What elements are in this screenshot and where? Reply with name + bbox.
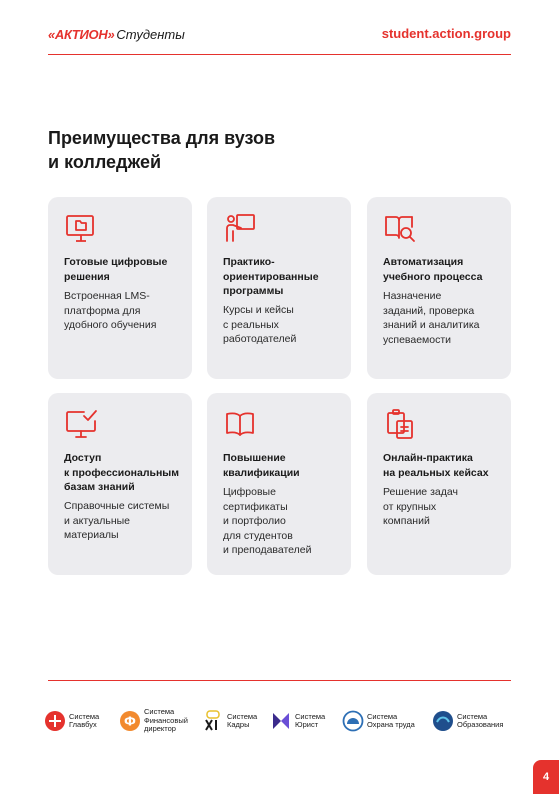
obrazovanie-logo-icon [432, 710, 454, 732]
brand-ohrana-truda[interactable]: Система Охрана труда [342, 704, 415, 738]
card-title: Доступ к профессиональным базам знаний [64, 452, 180, 493]
brand-glavbukh[interactable]: Система Главбух [44, 704, 99, 738]
ohrana-truda-logo-icon [342, 710, 364, 732]
svg-text:Ф: Ф [124, 714, 136, 729]
card-title: Практико- ориентированные программы [223, 256, 319, 297]
brand-obrazovanie[interactable]: Система Образования [432, 704, 503, 738]
brand-findirector[interactable]: Ф Система Финансовый директор [119, 704, 188, 738]
monitor-folder-icon [64, 211, 98, 245]
page-title-line-2: и колледжей [48, 152, 162, 172]
teacher-board-icon [223, 211, 257, 245]
card-title: Готовые цифровые решения [64, 256, 168, 283]
brand-kadry[interactable]: Система Кадры [202, 704, 257, 738]
yurist-logo-icon [270, 710, 292, 732]
card-title: Повышение квалификации [223, 452, 300, 479]
page-title [48, 126, 348, 174]
card-automation [367, 197, 511, 379]
card-qualification [207, 393, 351, 575]
header-divider [48, 54, 511, 55]
card-ready-solutions [48, 197, 192, 379]
card-text: Цифровые сертификаты и портфолио для студентов и преподавателей [223, 486, 312, 556]
header-url[interactable]: student.action.group [381, 26, 511, 41]
card-title: Автоматизация учебного процесса [383, 256, 483, 283]
findirector-logo-icon [119, 710, 141, 732]
open-book-icon [223, 407, 257, 441]
card-online-practice [367, 393, 511, 575]
card-title: Онлайн-практика на реальных кейсах [383, 452, 489, 479]
page-number: 4 [533, 760, 559, 794]
card-text: Решение задач от крупных компаний [383, 486, 458, 527]
card-practice-programs [207, 197, 351, 379]
footer-divider [48, 680, 511, 681]
card-text: Справочные системы и актуальные материалы [64, 500, 170, 541]
logo-brand: «АКТИОН» [48, 26, 115, 42]
logo-product: Студенты [116, 26, 185, 42]
card-text: Назначение заданий, проверка знаний и аналитика успеваемости [383, 290, 480, 346]
book-search-icon [383, 211, 417, 245]
header-logo [48, 25, 185, 43]
card-knowledge-access [48, 393, 192, 575]
clipboard-icon [383, 407, 417, 441]
glavbukh-logo-icon [44, 710, 66, 732]
brand-yurist[interactable]: Система Юрист [270, 704, 325, 738]
card-text: Встроенная LMS- платформа для удобного обучения [64, 290, 157, 331]
card-text: Курсы и кейсы с реальных работодателей [223, 304, 297, 345]
page-title-line-1: Преимущества для вузов [48, 128, 276, 148]
kadry-logo-icon [202, 710, 224, 732]
brand-logos [44, 704, 514, 738]
monitor-check-icon [64, 407, 98, 441]
